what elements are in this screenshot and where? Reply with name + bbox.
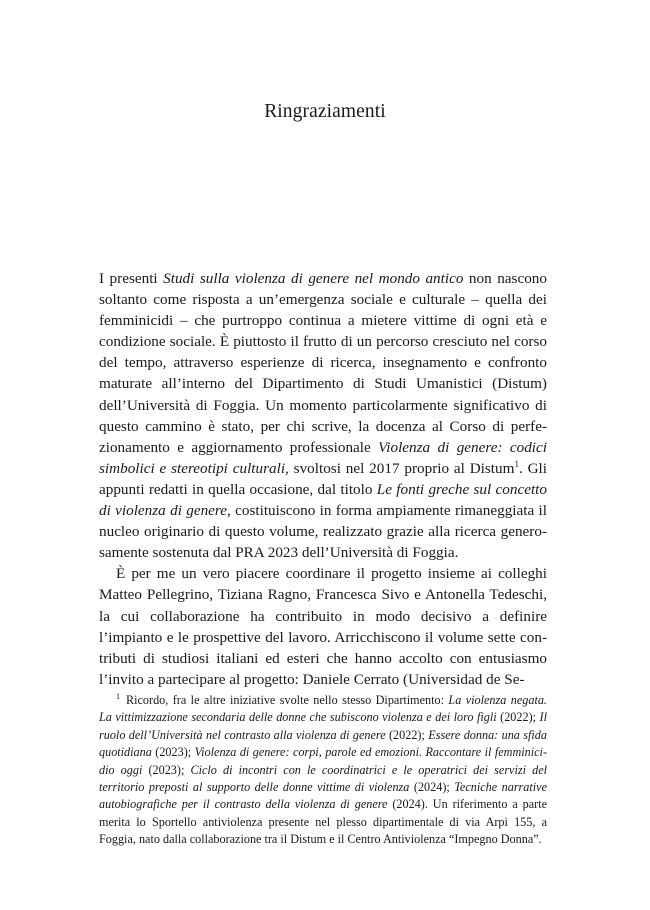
text-span: (2023);	[142, 762, 191, 777]
text-span: (2022);	[496, 710, 540, 725]
footnote-reference: 1	[514, 458, 519, 469]
italic-title: Violenza di genere: corpi, parole ed emozioni. Raccontare il femminicidio oggi	[99, 745, 547, 777]
italic-title: Ciclo di incontri con le coordinatrici e le operatrici dei servizi del territorio preposti al supporto delle donne vittime di violenza	[99, 762, 547, 795]
text-span: (2022);	[385, 727, 429, 742]
body-text	[99, 268, 547, 690]
text-span: I presenti	[99, 270, 164, 287]
text-span: (2023);	[151, 745, 195, 760]
paragraph-1	[99, 268, 547, 563]
text-span: . Gli appunti redatti in quella occasione, dal titolo	[99, 459, 547, 498]
text-span: non nascono soltanto come risposta a un’emergenza sociale e culturale – quella dei femminicidi – che purtroppo continua a mietere vittime di ogni età e condizione sociale. È piuttosto il frutto di un percorso cresciuto nel corso del tempo, attraverso esperienze di ricerca, insegnamento e confronto maturate all’interno del Dipartimento di Studi Umanistici (Distum) dell’Università di Foggia. Un momento particolarmente significativo di questo cammino è stato, per chi scrive, la docenza al Corso di perfezionamento e aggiornamento professionale	[99, 270, 547, 456]
paragraph-2: È per me un vero piacere coordinare il progetto insieme ai colleghi Matteo Pellegrino, Tiziana Ragno, Francesca Sivo e Antonella Tedeschi, la cui collaborazione ha contribuito in modo decisivo a definire l’impianto e le prospettive del lavoro. Arricchiscono il volume sette contributi di studiosi italiani ed esteri che hanno accolto con entusiasmo l’invito a partecipare al progetto: Daniele Cerrato (Universidad de Se-	[99, 565, 547, 688]
italic-title: Le fonti greche sul concetto di violenza di genere	[99, 480, 547, 520]
italic-title: Il ruolo dell’Università nel contrasto alla violenza di genere	[99, 710, 547, 742]
text-span: (2024). Un riferimento a parte merita lo Sportello antiviolenza presente nel plesso dipartimentale di via Arpi 155, a Foggia, nato dalla collaborazione tra il Distum e il Centro Antiviolenza “Impegno Donna”.	[99, 797, 547, 847]
italic-title: Essere donna: una sfida quotidiana	[99, 727, 547, 760]
text-span: , costituiscono in forma ampiamente rimaneggiata il nucleo originario di questo volume, realizzato grazie alla ricerca generosamente sostenuta dal PRA 2023 dell’Università di Foggia.	[99, 502, 547, 562]
footnote	[99, 692, 547, 849]
text-span: Ricordo, fra le altre iniziative svolte nello stesso Dipartimento:	[126, 693, 449, 707]
italic-title: Violenza di genere: codici simbolici e stereotipi culturali	[99, 438, 547, 477]
footnote-number: 1	[116, 691, 120, 701]
footnote-text	[99, 692, 547, 849]
italic-title: La violenza negata. La vittimizzazione secondaria delle donne che subiscono violenza e dei loro figli	[99, 693, 547, 725]
italic-title: Studi sulla violenza di genere nel mondo antico	[163, 270, 464, 287]
text-span: , svoltosi nel 2017 proprio al Distum	[285, 459, 515, 477]
text-span: (2024);	[409, 780, 455, 795]
italic-title: Tecniche narrative autobiografiche per il contrasto della violenza di genere	[99, 780, 547, 812]
page-heading: Ringraziamenti	[264, 101, 386, 122]
